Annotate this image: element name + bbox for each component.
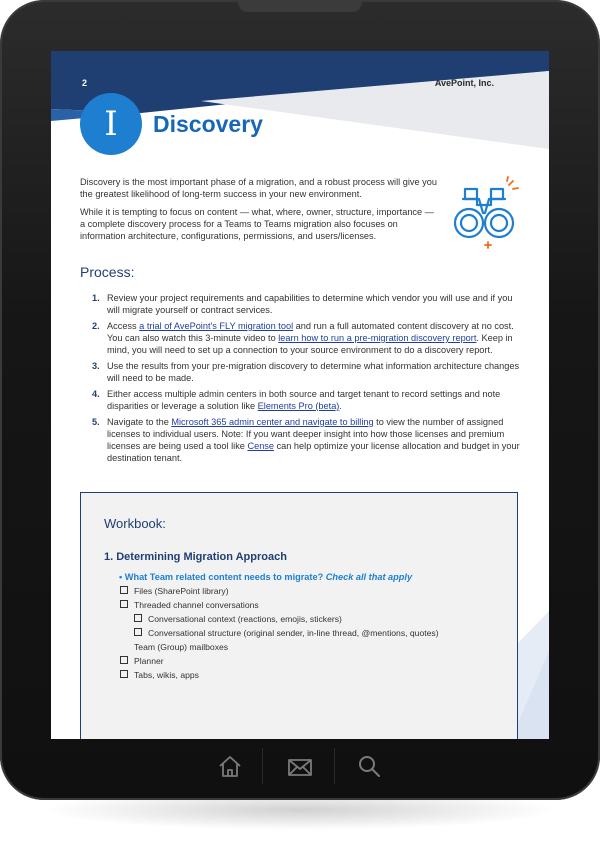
step-text: Use the results from your pre-migration discovery to determine what information architecture changes will need to be made. xyxy=(107,361,520,383)
page-title: Discovery xyxy=(153,111,263,137)
bezel-divider xyxy=(262,748,263,784)
step-text-mid: and run a full automated content discovery at no cost. You can also watch this 3-minute video to xyxy=(107,321,514,343)
admin-center-billing-link[interactable]: Microsoft 365 admin center and navigate to billing xyxy=(171,417,374,427)
checkbox-label: Threaded channel conversations xyxy=(134,600,259,610)
checkbox-label: Conversational context (reactions, emojis, stickers) xyxy=(148,614,342,624)
checkbox-label: Files (SharePoint library) xyxy=(134,586,229,596)
workbook-section-heading: 1. Determining Migration Approach xyxy=(104,551,287,563)
bezel-divider xyxy=(334,748,335,784)
binoculars-icon xyxy=(451,175,525,249)
checkbox-label: Tabs, wikis, apps xyxy=(134,670,199,680)
intro-paragraph-1: Discovery is the most important phase of a migration, and a robust process will give you the greatest likelihood of long-term success in your new environment. xyxy=(80,177,437,199)
checklist-item[interactable] xyxy=(134,614,342,625)
checkbox-label: Planner xyxy=(134,656,164,666)
document-page[interactable] xyxy=(51,51,549,739)
step-text-mid: to view the number of assigned licenses to individual users. Note: If you want deeper insight into how those licenses and premium licenses are being used a tool like xyxy=(107,417,505,451)
question-hint: Check all that apply xyxy=(325,572,413,582)
workbook-panel xyxy=(80,492,518,739)
checklist-item[interactable] xyxy=(120,670,199,681)
elements-pro-link[interactable]: Elements Pro (beta) xyxy=(257,401,340,411)
checkbox-label: Team (Group) mailboxes xyxy=(134,642,229,652)
page-number: 2 xyxy=(82,78,88,88)
process-steps xyxy=(80,292,525,468)
process-step xyxy=(80,292,525,316)
workbook-title: Workbook: xyxy=(104,516,166,531)
section-initial: I xyxy=(104,104,118,144)
checkbox-label: Conversational structure (original sender, in-line thread, @mentions, quotes) xyxy=(148,628,439,638)
search-icon[interactable] xyxy=(354,750,386,784)
question-text: What Team related content needs to migrate? xyxy=(124,572,324,582)
step-text: Review your project requirements and capabilities to determine which vendor you will use and if you will migrate yourself or contract services. xyxy=(107,293,513,315)
checkbox[interactable] xyxy=(134,614,142,622)
intro-text xyxy=(80,176,440,248)
home-icon[interactable] xyxy=(214,750,246,784)
discovery-report-video-link[interactable]: learn how to run a pre-migration discovery report xyxy=(278,333,477,343)
tablet-top-bezel-notch xyxy=(238,2,362,12)
process-step xyxy=(80,388,525,412)
step-number: 4. xyxy=(92,389,100,399)
step-text-pre: Navigate to the xyxy=(107,417,172,427)
step-text-pre: Either access multiple admin centers in both source and target tenant to record settings and note disparities or leverage a solution like xyxy=(107,389,501,411)
checkbox[interactable] xyxy=(120,656,128,664)
step-number: 3. xyxy=(92,361,100,371)
checkbox[interactable] xyxy=(120,600,128,608)
checkbox[interactable] xyxy=(134,628,142,636)
mail-icon[interactable] xyxy=(284,750,316,784)
process-step xyxy=(80,320,525,356)
checklist-item[interactable] xyxy=(120,600,259,611)
checklist-item[interactable] xyxy=(120,656,164,667)
intro-paragraph-2: While it is tempting to focus on content — what, where, owner, structure, importance — a complete discovery process for a Teams to Teams migration also focuses on information architecture, configurations, permissions, and users/licenses. xyxy=(80,207,434,241)
workbook-question xyxy=(119,572,412,582)
step-text-post: . Keep in mind, you will need to set up a connection to your source environment to do a discovery report. xyxy=(107,333,513,355)
checkbox[interactable] xyxy=(120,670,128,678)
checklist-item[interactable] xyxy=(134,642,228,653)
bullet-icon: • xyxy=(119,572,123,582)
step-number: 1. xyxy=(92,293,100,303)
step-text-pre: Access xyxy=(107,321,140,331)
step-number: 2. xyxy=(92,321,100,331)
checklist-item[interactable] xyxy=(134,628,439,639)
checklist-item[interactable] xyxy=(120,586,229,597)
process-heading: Process: xyxy=(80,264,135,280)
cense-link[interactable]: Cense xyxy=(247,441,275,451)
step-text-post: can help optimize your license allocation and budget in your destination tenant. xyxy=(107,441,520,463)
company-name: AvePoint, Inc. xyxy=(434,78,494,88)
process-step xyxy=(80,360,525,384)
section-initial-badge xyxy=(80,93,142,155)
step-number: 5. xyxy=(92,417,100,427)
step-text-post: . xyxy=(339,401,342,411)
checkbox[interactable] xyxy=(120,586,128,594)
fly-trial-link[interactable]: a trial of AvePoint's FLY migration tool xyxy=(139,321,294,331)
process-step xyxy=(80,416,525,464)
